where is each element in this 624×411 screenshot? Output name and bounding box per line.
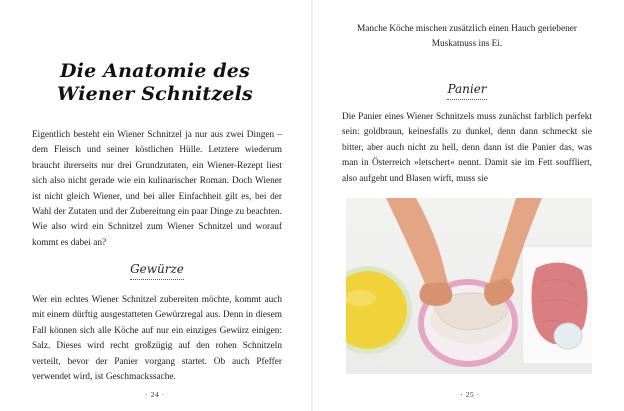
page-number-right: · 25 · bbox=[460, 390, 480, 399]
chapter-title-line-1: Die Anatomie des bbox=[59, 60, 250, 82]
panier-paragraph: Die Panier eines Wiener Schnitzels muss zunächst farblich perfekt sein: goldbraun, keinesfalls zu dunkel, denn dann schmeckt sie bitter, aber auch nicht zu hell, denn dann ist die Panier das, was man in Österreich »letschert« nennt. Damit sie im Fett souffliert, also aufgeht und Blasen wirft, muss sie bbox=[342, 112, 592, 184]
breading-photo-illustration bbox=[346, 198, 592, 374]
chapter-title bbox=[30, 60, 280, 106]
carryover-paragraph: Manche Köche mischen zusätzlich einen Hauch geriebener Muskatnuss ins Ei. bbox=[357, 24, 577, 50]
glass bbox=[554, 323, 582, 349]
page-number-left: · 24 · bbox=[145, 390, 165, 399]
right-page bbox=[312, 0, 624, 411]
section-heading-panier-text: Panier bbox=[447, 82, 486, 100]
section-heading-gewuerze bbox=[32, 262, 282, 280]
breading-photo bbox=[346, 198, 592, 374]
section-heading-panier bbox=[342, 82, 592, 100]
chapter-title-line-2: Wiener Schnitzels bbox=[57, 83, 253, 105]
gewuerze-paragraph: Wer ein echtes Wiener Schnitzel zubereiten möchte, kommt auch mit einem dürftig ausgestatteten Gewürzregal aus. Denn in diesem Fall können sich alle Köche auf nur ein einziges Gewürz einigen: Salz. Dieses wird recht großzügig auf den rohen Schnitzeln verteilt, bevor der Panier vorgang startet. Ob auch Pfeffer verwendet wird, ist Geschmackssache. bbox=[32, 295, 282, 383]
intro-paragraph: Eigentlich besteht ein Wiener Schnitzel ja nur aus zwei Dingen – dem Fleisch und seiner köstlichen Hülle. Letztere wiederum braucht ihrerseits nur drei Grundzutaten, ein Wiener-Rezept liest sich also nicht gerade wie ein kulinarischer Roman. Doch Wiener ist nicht gleich Wiener, und bei aller Einfachheit gilt es, bei der Wahl der Zutaten und der Zubereitung ein paar Dinge zu beachten. Wie also wird ein Schnitzel zum Wiener Schnitzel und worauf kommt es dabei an? bbox=[32, 130, 282, 248]
section-heading-gewuerze-text: Gewürze bbox=[130, 262, 184, 280]
